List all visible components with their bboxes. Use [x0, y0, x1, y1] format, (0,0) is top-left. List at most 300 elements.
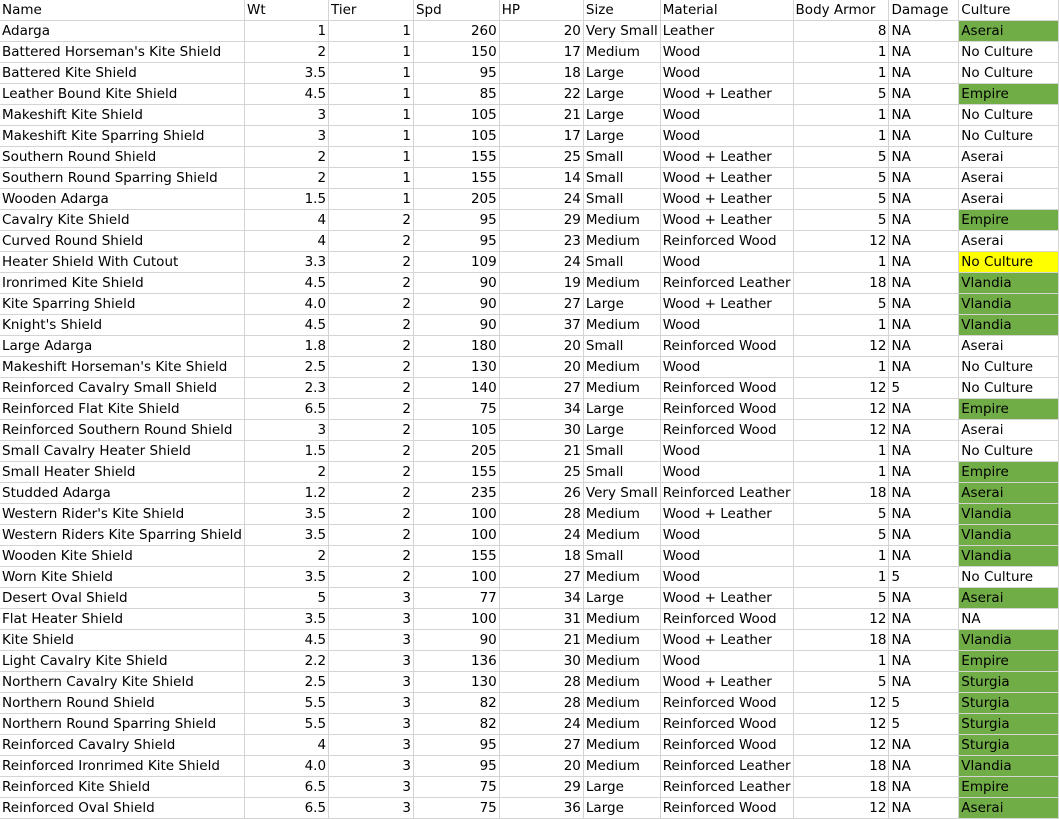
cell-culture[interactable]: No Culture	[959, 42, 1059, 63]
cell-body-armor[interactable]: 5	[793, 504, 889, 525]
cell-culture[interactable]: Aserai	[959, 336, 1059, 357]
cell-damage[interactable]: NA	[889, 798, 959, 819]
cell-name[interactable]: Southern Round Shield	[0, 147, 244, 168]
column-header-name[interactable]: Name	[0, 0, 244, 21]
cell-name[interactable]: Makeshift Kite Shield	[0, 105, 244, 126]
cell-wt[interactable]: 2	[244, 147, 328, 168]
cell-damage[interactable]: NA	[889, 399, 959, 420]
cell-spd[interactable]: 82	[413, 714, 499, 735]
cell-tier[interactable]: 2	[329, 441, 414, 462]
cell-hp[interactable]: 18	[499, 546, 583, 567]
cell-wt[interactable]: 4.5	[244, 84, 328, 105]
cell-size[interactable]: Large	[583, 420, 660, 441]
cell-wt[interactable]: 5.5	[244, 693, 328, 714]
cell-damage[interactable]: NA	[889, 546, 959, 567]
cell-tier[interactable]: 3	[329, 714, 414, 735]
cell-name[interactable]: Northern Cavalry Kite Shield	[0, 672, 244, 693]
cell-hp[interactable]: 19	[499, 273, 583, 294]
cell-culture[interactable]: Vlandia	[959, 504, 1059, 525]
cell-wt[interactable]: 2	[244, 168, 328, 189]
cell-body-armor[interactable]: 8	[793, 21, 889, 42]
cell-material[interactable]: Reinforced Wood	[660, 336, 793, 357]
cell-damage[interactable]: 5	[889, 693, 959, 714]
cell-body-armor[interactable]: 18	[793, 630, 889, 651]
cell-body-armor[interactable]: 1	[793, 357, 889, 378]
cell-tier[interactable]: 1	[329, 147, 414, 168]
cell-hp[interactable]: 25	[499, 462, 583, 483]
cell-name[interactable]: Reinforced Oval Shield	[0, 798, 244, 819]
cell-tier[interactable]: 3	[329, 630, 414, 651]
cell-wt[interactable]: 1.5	[244, 441, 328, 462]
cell-damage[interactable]: NA	[889, 273, 959, 294]
cell-material[interactable]: Wood	[660, 357, 793, 378]
cell-name[interactable]: Curved Round Shield	[0, 231, 244, 252]
cell-hp[interactable]: 20	[499, 756, 583, 777]
cell-hp[interactable]: 22	[499, 84, 583, 105]
cell-culture[interactable]: No Culture	[959, 378, 1059, 399]
cell-material[interactable]: Reinforced Leather	[660, 756, 793, 777]
cell-material[interactable]: Wood	[660, 651, 793, 672]
cell-body-armor[interactable]: 1	[793, 441, 889, 462]
cell-culture[interactable]: Vlandia	[959, 630, 1059, 651]
cell-name[interactable]: Makeshift Kite Sparring Shield	[0, 126, 244, 147]
cell-material[interactable]: Wood	[660, 63, 793, 84]
cell-culture[interactable]: Aserai	[959, 21, 1059, 42]
cell-body-armor[interactable]: 5	[793, 588, 889, 609]
cell-tier[interactable]: 3	[329, 609, 414, 630]
cell-body-armor[interactable]: 18	[793, 483, 889, 504]
cell-wt[interactable]: 6.5	[244, 399, 328, 420]
cell-wt[interactable]: 2	[244, 462, 328, 483]
cell-damage[interactable]: NA	[889, 189, 959, 210]
cell-spd[interactable]: 95	[413, 210, 499, 231]
cell-damage[interactable]: NA	[889, 105, 959, 126]
cell-tier[interactable]: 2	[329, 420, 414, 441]
cell-culture[interactable]: Sturgia	[959, 714, 1059, 735]
cell-hp[interactable]: 29	[499, 777, 583, 798]
cell-spd[interactable]: 90	[413, 315, 499, 336]
cell-material[interactable]: Wood	[660, 441, 793, 462]
cell-body-armor[interactable]: 1	[793, 42, 889, 63]
cell-body-armor[interactable]: 18	[793, 756, 889, 777]
cell-damage[interactable]: NA	[889, 462, 959, 483]
cell-culture[interactable]: Aserai	[959, 231, 1059, 252]
cell-culture[interactable]: No Culture	[959, 63, 1059, 84]
cell-spd[interactable]: 136	[413, 651, 499, 672]
cell-wt[interactable]: 3.5	[244, 525, 328, 546]
cell-culture[interactable]: Sturgia	[959, 735, 1059, 756]
cell-hp[interactable]: 14	[499, 168, 583, 189]
cell-material[interactable]: Wood + Leather	[660, 210, 793, 231]
cell-spd[interactable]: 155	[413, 462, 499, 483]
cell-body-armor[interactable]: 5	[793, 294, 889, 315]
cell-body-armor[interactable]: 12	[793, 693, 889, 714]
cell-size[interactable]: Large	[583, 294, 660, 315]
cell-tier[interactable]: 2	[329, 231, 414, 252]
column-header-wt[interactable]: Wt	[244, 0, 328, 21]
cell-hp[interactable]: 27	[499, 567, 583, 588]
cell-culture[interactable]: Aserai	[959, 147, 1059, 168]
cell-spd[interactable]: 90	[413, 630, 499, 651]
cell-body-armor[interactable]: 12	[793, 714, 889, 735]
cell-damage[interactable]: NA	[889, 252, 959, 273]
cell-material[interactable]: Reinforced Wood	[660, 609, 793, 630]
cell-wt[interactable]: 4	[244, 735, 328, 756]
cell-hp[interactable]: 29	[499, 210, 583, 231]
cell-body-armor[interactable]: 1	[793, 315, 889, 336]
cell-size[interactable]: Large	[583, 399, 660, 420]
cell-damage[interactable]: 5	[889, 567, 959, 588]
cell-culture[interactable]: No Culture	[959, 126, 1059, 147]
cell-tier[interactable]: 1	[329, 84, 414, 105]
cell-spd[interactable]: 77	[413, 588, 499, 609]
cell-damage[interactable]: NA	[889, 231, 959, 252]
cell-size[interactable]: Medium	[583, 42, 660, 63]
cell-material[interactable]: Reinforced Wood	[660, 231, 793, 252]
cell-culture[interactable]: Vlandia	[959, 294, 1059, 315]
cell-wt[interactable]: 2.5	[244, 357, 328, 378]
cell-size[interactable]: Small	[583, 168, 660, 189]
cell-material[interactable]: Wood	[660, 546, 793, 567]
cell-size[interactable]: Very Small	[583, 483, 660, 504]
cell-tier[interactable]: 3	[329, 735, 414, 756]
cell-culture[interactable]: Empire	[959, 84, 1059, 105]
cell-body-armor[interactable]: 5	[793, 189, 889, 210]
cell-spd[interactable]: 205	[413, 189, 499, 210]
cell-spd[interactable]: 109	[413, 252, 499, 273]
cell-damage[interactable]: NA	[889, 84, 959, 105]
cell-name[interactable]: Worn Kite Shield	[0, 567, 244, 588]
cell-name[interactable]: Adarga	[0, 21, 244, 42]
cell-material[interactable]: Wood	[660, 525, 793, 546]
cell-culture[interactable]: Vlandia	[959, 273, 1059, 294]
cell-wt[interactable]: 3.5	[244, 63, 328, 84]
cell-spd[interactable]: 82	[413, 693, 499, 714]
cell-spd[interactable]: 105	[413, 105, 499, 126]
cell-spd[interactable]: 205	[413, 441, 499, 462]
column-header-spd[interactable]: Spd	[413, 0, 499, 21]
cell-wt[interactable]: 4.5	[244, 273, 328, 294]
cell-name[interactable]: Northern Round Sparring Shield	[0, 714, 244, 735]
cell-material[interactable]: Wood + Leather	[660, 588, 793, 609]
cell-culture[interactable]: No Culture	[959, 567, 1059, 588]
cell-material[interactable]: Reinforced Wood	[660, 420, 793, 441]
cell-body-armor[interactable]: 18	[793, 273, 889, 294]
cell-material[interactable]: Reinforced Leather	[660, 777, 793, 798]
cell-damage[interactable]: NA	[889, 147, 959, 168]
cell-hp[interactable]: 30	[499, 651, 583, 672]
cell-size[interactable]: Medium	[583, 630, 660, 651]
cell-material[interactable]: Wood	[660, 42, 793, 63]
cell-damage[interactable]: NA	[889, 210, 959, 231]
cell-tier[interactable]: 2	[329, 357, 414, 378]
cell-damage[interactable]: NA	[889, 42, 959, 63]
cell-name[interactable]: Kite Shield	[0, 630, 244, 651]
cell-size[interactable]: Medium	[583, 231, 660, 252]
cell-body-armor[interactable]: 12	[793, 336, 889, 357]
cell-spd[interactable]: 155	[413, 546, 499, 567]
cell-size[interactable]: Large	[583, 588, 660, 609]
cell-name[interactable]: Western Riders Kite Sparring Shield	[0, 525, 244, 546]
cell-size[interactable]: Medium	[583, 273, 660, 294]
cell-tier[interactable]: 3	[329, 756, 414, 777]
cell-name[interactable]: Makeshift Horseman's Kite Shield	[0, 357, 244, 378]
cell-wt[interactable]: 2.3	[244, 378, 328, 399]
cell-hp[interactable]: 27	[499, 735, 583, 756]
cell-culture[interactable]: Empire	[959, 651, 1059, 672]
cell-hp[interactable]: 24	[499, 189, 583, 210]
cell-body-armor[interactable]: 1	[793, 126, 889, 147]
cell-spd[interactable]: 90	[413, 294, 499, 315]
cell-spd[interactable]: 100	[413, 525, 499, 546]
cell-size[interactable]: Medium	[583, 756, 660, 777]
cell-name[interactable]: Southern Round Sparring Shield	[0, 168, 244, 189]
cell-name[interactable]: Large Adarga	[0, 336, 244, 357]
cell-damage[interactable]: NA	[889, 756, 959, 777]
cell-tier[interactable]: 1	[329, 126, 414, 147]
cell-size[interactable]: Large	[583, 84, 660, 105]
cell-culture[interactable]: Vlandia	[959, 315, 1059, 336]
cell-wt[interactable]: 4.0	[244, 294, 328, 315]
cell-name[interactable]: Heater Shield With Cutout	[0, 252, 244, 273]
cell-name[interactable]: Battered Kite Shield	[0, 63, 244, 84]
cell-name[interactable]: Small Heater Shield	[0, 462, 244, 483]
cell-body-armor[interactable]: 12	[793, 735, 889, 756]
cell-body-armor[interactable]: 1	[793, 546, 889, 567]
cell-culture[interactable]: Aserai	[959, 189, 1059, 210]
cell-tier[interactable]: 3	[329, 798, 414, 819]
cell-hp[interactable]: 21	[499, 441, 583, 462]
cell-body-armor[interactable]: 18	[793, 777, 889, 798]
cell-hp[interactable]: 31	[499, 609, 583, 630]
cell-material[interactable]: Wood + Leather	[660, 630, 793, 651]
cell-spd[interactable]: 100	[413, 609, 499, 630]
cell-wt[interactable]: 4.0	[244, 756, 328, 777]
cell-wt[interactable]: 3	[244, 420, 328, 441]
cell-culture[interactable]: Empire	[959, 210, 1059, 231]
cell-tier[interactable]: 3	[329, 651, 414, 672]
cell-size[interactable]: Small	[583, 189, 660, 210]
cell-size[interactable]: Large	[583, 63, 660, 84]
cell-name[interactable]: Reinforced Kite Shield	[0, 777, 244, 798]
cell-hp[interactable]: 20	[499, 357, 583, 378]
cell-name[interactable]: Wooden Adarga	[0, 189, 244, 210]
cell-name[interactable]: Reinforced Cavalry Small Shield	[0, 378, 244, 399]
cell-body-armor[interactable]: 1	[793, 63, 889, 84]
cell-damage[interactable]: NA	[889, 525, 959, 546]
column-header-hp[interactable]: HP	[499, 0, 583, 21]
cell-tier[interactable]: 2	[329, 399, 414, 420]
cell-tier[interactable]: 2	[329, 315, 414, 336]
cell-material[interactable]: Wood	[660, 252, 793, 273]
cell-culture[interactable]: Aserai	[959, 483, 1059, 504]
cell-tier[interactable]: 1	[329, 105, 414, 126]
cell-tier[interactable]: 2	[329, 525, 414, 546]
cell-damage[interactable]: NA	[889, 336, 959, 357]
cell-damage[interactable]: NA	[889, 735, 959, 756]
cell-size[interactable]: Medium	[583, 651, 660, 672]
cell-culture[interactable]: No Culture	[959, 105, 1059, 126]
cell-spd[interactable]: 130	[413, 357, 499, 378]
cell-body-armor[interactable]: 5	[793, 525, 889, 546]
cell-spd[interactable]: 130	[413, 672, 499, 693]
cell-material[interactable]: Reinforced Leather	[660, 273, 793, 294]
cell-hp[interactable]: 28	[499, 693, 583, 714]
cell-size[interactable]: Small	[583, 462, 660, 483]
cell-size[interactable]: Medium	[583, 567, 660, 588]
cell-tier[interactable]: 1	[329, 21, 414, 42]
cell-wt[interactable]: 3.5	[244, 504, 328, 525]
cell-body-armor[interactable]: 12	[793, 609, 889, 630]
cell-hp[interactable]: 23	[499, 231, 583, 252]
cell-tier[interactable]: 3	[329, 777, 414, 798]
cell-hp[interactable]: 25	[499, 147, 583, 168]
cell-culture[interactable]: Aserai	[959, 168, 1059, 189]
cell-tier[interactable]: 2	[329, 462, 414, 483]
cell-hp[interactable]: 24	[499, 252, 583, 273]
cell-spd[interactable]: 180	[413, 336, 499, 357]
cell-body-armor[interactable]: 1	[793, 567, 889, 588]
cell-tier[interactable]: 2	[329, 294, 414, 315]
cell-material[interactable]: Wood + Leather	[660, 147, 793, 168]
cell-name[interactable]: Reinforced Flat Kite Shield	[0, 399, 244, 420]
cell-damage[interactable]: 5	[889, 378, 959, 399]
cell-tier[interactable]: 2	[329, 378, 414, 399]
cell-body-armor[interactable]: 5	[793, 147, 889, 168]
cell-material[interactable]: Wood	[660, 567, 793, 588]
cell-size[interactable]: Medium	[583, 378, 660, 399]
cell-wt[interactable]: 3	[244, 105, 328, 126]
cell-spd[interactable]: 75	[413, 399, 499, 420]
cell-culture[interactable]: No Culture	[959, 357, 1059, 378]
cell-tier[interactable]: 2	[329, 546, 414, 567]
cell-name[interactable]: Northern Round Shield	[0, 693, 244, 714]
cell-damage[interactable]: NA	[889, 504, 959, 525]
cell-material[interactable]: Leather	[660, 21, 793, 42]
cell-material[interactable]: Reinforced Wood	[660, 714, 793, 735]
cell-damage[interactable]: NA	[889, 420, 959, 441]
cell-wt[interactable]: 1	[244, 21, 328, 42]
cell-wt[interactable]: 5	[244, 588, 328, 609]
cell-size[interactable]: Medium	[583, 714, 660, 735]
cell-hp[interactable]: 27	[499, 378, 583, 399]
cell-size[interactable]: Large	[583, 126, 660, 147]
cell-material[interactable]: Wood + Leather	[660, 168, 793, 189]
cell-wt[interactable]: 5.5	[244, 714, 328, 735]
cell-wt[interactable]: 4	[244, 210, 328, 231]
cell-body-armor[interactable]: 5	[793, 210, 889, 231]
cell-damage[interactable]: NA	[889, 441, 959, 462]
cell-wt[interactable]: 2	[244, 42, 328, 63]
cell-size[interactable]: Medium	[583, 525, 660, 546]
cell-wt[interactable]: 3.3	[244, 252, 328, 273]
cell-hp[interactable]: 24	[499, 714, 583, 735]
cell-spd[interactable]: 90	[413, 273, 499, 294]
cell-name[interactable]: Kite Sparring Shield	[0, 294, 244, 315]
cell-hp[interactable]: 34	[499, 588, 583, 609]
cell-culture[interactable]: Sturgia	[959, 693, 1059, 714]
cell-culture[interactable]: Sturgia	[959, 672, 1059, 693]
cell-material[interactable]: Wood + Leather	[660, 84, 793, 105]
cell-wt[interactable]: 1.8	[244, 336, 328, 357]
cell-body-armor[interactable]: 12	[793, 378, 889, 399]
cell-material[interactable]: Wood	[660, 462, 793, 483]
cell-size[interactable]: Large	[583, 777, 660, 798]
cell-size[interactable]: Medium	[583, 504, 660, 525]
cell-tier[interactable]: 3	[329, 693, 414, 714]
cell-material[interactable]: Wood	[660, 105, 793, 126]
cell-wt[interactable]: 2.5	[244, 672, 328, 693]
cell-size[interactable]: Medium	[583, 735, 660, 756]
cell-spd[interactable]: 105	[413, 420, 499, 441]
cell-spd[interactable]: 95	[413, 63, 499, 84]
cell-culture[interactable]: Aserai	[959, 420, 1059, 441]
cell-name[interactable]: Knight's Shield	[0, 315, 244, 336]
cell-spd[interactable]: 85	[413, 84, 499, 105]
cell-wt[interactable]: 2	[244, 546, 328, 567]
cell-name[interactable]: Ironrimed Kite Shield	[0, 273, 244, 294]
cell-body-armor[interactable]: 1	[793, 651, 889, 672]
cell-size[interactable]: Medium	[583, 693, 660, 714]
cell-wt[interactable]: 3	[244, 126, 328, 147]
cell-name[interactable]: Reinforced Cavalry Shield	[0, 735, 244, 756]
cell-name[interactable]: Light Cavalry Kite Shield	[0, 651, 244, 672]
cell-culture[interactable]: Empire	[959, 399, 1059, 420]
cell-tier[interactable]: 1	[329, 63, 414, 84]
cell-wt[interactable]: 1.2	[244, 483, 328, 504]
cell-culture[interactable]: Vlandia	[959, 525, 1059, 546]
cell-size[interactable]: Small	[583, 546, 660, 567]
cell-name[interactable]: Flat Heater Shield	[0, 609, 244, 630]
cell-hp[interactable]: 21	[499, 630, 583, 651]
cell-wt[interactable]: 4	[244, 231, 328, 252]
cell-material[interactable]: Reinforced Wood	[660, 693, 793, 714]
column-header-body-armor[interactable]: Body Armor	[793, 0, 889, 21]
cell-culture[interactable]: Vlandia	[959, 756, 1059, 777]
cell-tier[interactable]: 2	[329, 567, 414, 588]
cell-wt[interactable]: 3.5	[244, 567, 328, 588]
cell-damage[interactable]: NA	[889, 609, 959, 630]
cell-hp[interactable]: 21	[499, 105, 583, 126]
cell-hp[interactable]: 24	[499, 525, 583, 546]
cell-name[interactable]: Battered Horseman's Kite Shield	[0, 42, 244, 63]
cell-hp[interactable]: 28	[499, 672, 583, 693]
cell-tier[interactable]: 2	[329, 336, 414, 357]
cell-damage[interactable]: NA	[889, 588, 959, 609]
cell-spd[interactable]: 155	[413, 168, 499, 189]
cell-size[interactable]: Medium	[583, 609, 660, 630]
cell-name[interactable]: Cavalry Kite Shield	[0, 210, 244, 231]
cell-material[interactable]: Reinforced Wood	[660, 798, 793, 819]
cell-body-armor[interactable]: 1	[793, 462, 889, 483]
cell-wt[interactable]: 4.5	[244, 630, 328, 651]
cell-name[interactable]: Wooden Kite Shield	[0, 546, 244, 567]
cell-spd[interactable]: 155	[413, 147, 499, 168]
cell-tier[interactable]: 1	[329, 168, 414, 189]
column-header-tier[interactable]: Tier	[329, 0, 414, 21]
cell-hp[interactable]: 27	[499, 294, 583, 315]
cell-hp[interactable]: 20	[499, 336, 583, 357]
cell-damage[interactable]: NA	[889, 315, 959, 336]
cell-damage[interactable]: NA	[889, 483, 959, 504]
cell-wt[interactable]: 3.5	[244, 609, 328, 630]
cell-material[interactable]: Reinforced Wood	[660, 399, 793, 420]
column-header-damage[interactable]: Damage	[889, 0, 959, 21]
cell-damage[interactable]: NA	[889, 63, 959, 84]
cell-size[interactable]: Medium	[583, 357, 660, 378]
column-header-culture[interactable]: Culture	[959, 0, 1059, 21]
cell-material[interactable]: Wood	[660, 315, 793, 336]
